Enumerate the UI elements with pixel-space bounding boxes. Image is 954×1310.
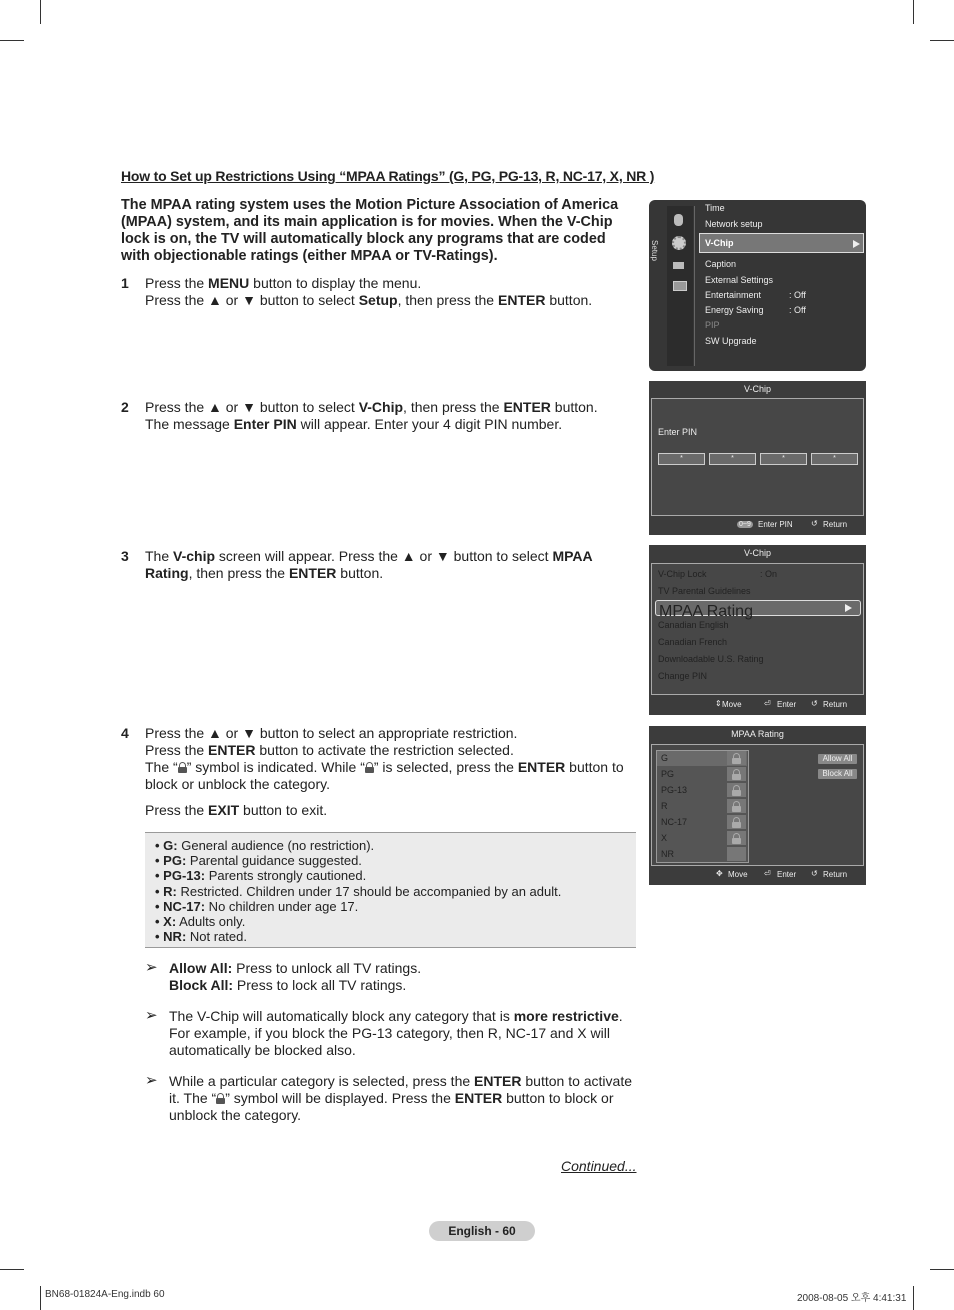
arrow-right-icon xyxy=(853,240,860,248)
return-icon: ↺ xyxy=(811,869,818,878)
pin-digit-2[interactable]: * xyxy=(709,453,756,465)
rating-row-g[interactable]: G xyxy=(657,751,747,766)
rating-item: • PG: Parental guidance suggested. xyxy=(155,853,362,869)
rating-row-pg[interactable]: PG xyxy=(661,769,675,779)
rating-item: • R: Restricted. Children under 17 should be accompanied by an adult. xyxy=(155,883,562,899)
rating-row-nc17[interactable]: NC-17 xyxy=(661,817,688,827)
crop-mark xyxy=(40,1286,41,1310)
note-arrow-icon: ➢ xyxy=(145,1007,158,1024)
note-allow-block: ➢ Allow All: Press to unlock all TV ratings. Block All: Press to lock all TV ratings. xyxy=(145,959,422,993)
move-icon: ⇕ xyxy=(715,699,722,708)
step-text: Press the EXIT button to exit. xyxy=(145,802,328,818)
enter-hint: Enter xyxy=(777,700,797,709)
downloadable-rating-item[interactable]: Downloadable U.S. Rating xyxy=(658,654,764,664)
screen-title: MPAA Rating xyxy=(731,729,784,739)
step-2 xyxy=(121,399,636,433)
block-all-button[interactable]: Block All xyxy=(818,769,857,779)
crop-mark xyxy=(913,1286,914,1310)
lock-open-icon[interactable] xyxy=(727,799,746,813)
page-number-badge: English - 60 xyxy=(429,1221,535,1241)
change-pin-item[interactable]: Change PIN xyxy=(658,671,708,681)
vchip-lock-item[interactable]: V-Chip Lock xyxy=(658,569,707,579)
rating-row-pg13[interactable]: PG-13 xyxy=(661,785,688,795)
crop-mark xyxy=(40,0,41,24)
crop-mark xyxy=(930,40,954,41)
rating-item: • NR: Not rated. xyxy=(155,929,247,945)
footer-file: BN68-01824A-Eng.indb 60 xyxy=(45,1289,165,1300)
step-1 xyxy=(121,275,636,309)
return-icon: ↺ xyxy=(811,699,818,708)
entertainment-value: : Off xyxy=(789,290,806,300)
rating-item: • PG-13: Parents strongly cautioned. xyxy=(155,868,367,884)
step-number: 1 xyxy=(121,275,129,291)
crop-mark xyxy=(930,1269,954,1270)
lock-open-icon[interactable] xyxy=(727,783,746,797)
lock-open-icon[interactable] xyxy=(727,815,746,829)
return-hint: Return xyxy=(823,870,848,879)
step-3 xyxy=(121,548,636,582)
rating-item: • NC-17: No children under age 17. xyxy=(155,898,359,914)
screen-title: V-Chip xyxy=(743,548,771,558)
menu-item-entertainment[interactable]: Entertainment xyxy=(705,290,762,300)
pin-digit-3[interactable]: * xyxy=(760,453,807,465)
enter-pin-hint: Enter PIN xyxy=(758,520,793,529)
lock-empty-cell[interactable] xyxy=(727,847,746,861)
step-text: Press the ▲ or ▼ button to select V-Chip, then press the ENTER button. xyxy=(145,399,598,415)
step-4 xyxy=(121,725,636,819)
move-hint: Move xyxy=(728,870,748,879)
tv-parental-guidelines-item[interactable]: TV Parental Guidelines xyxy=(658,586,751,596)
step-number: 3 xyxy=(121,548,129,564)
section-title: How to Set up Restrictions Using “MPAA Ratings” (G, PG, PG-13, R, NC-17, X, NR ) xyxy=(121,168,655,184)
sound-icon xyxy=(673,262,684,269)
intro-paragraph: The MPAA rating system uses the Motion Picture Association of America (MPAA) system, and its main application is for movies. When the V-Chip lock is on, the TV will automatically block any programs that are coded with objectionable ratings (either MPAA or TV-Ratings). xyxy=(121,197,619,264)
note-select-category: ➢ While a particular category is selected, press the ENTER button to activate it. The “ ” symbol will be displayed. Press the ENTER button to block or unblock the category. xyxy=(145,1072,633,1123)
move-icon: ✥ xyxy=(716,869,723,878)
return-icon: ↺ xyxy=(811,519,818,528)
menu-item-energy-saving[interactable]: Energy Saving xyxy=(705,305,764,315)
lock-open-icon xyxy=(178,762,187,773)
mpaa-rating-item[interactable] xyxy=(655,600,861,620)
return-hint: Return xyxy=(823,520,848,529)
menu-item-time[interactable]: Time xyxy=(705,203,725,213)
menu-item-label: MPAA Rating xyxy=(659,603,753,620)
crop-mark xyxy=(913,0,914,24)
footer-timestamp: 2008-08-05 오후 4:41:31 xyxy=(797,1293,907,1304)
lock-open-icon[interactable] xyxy=(727,751,746,765)
rating-item: • X: Adults only. xyxy=(155,914,246,930)
key-badge: 0~9 xyxy=(739,521,751,528)
crop-mark xyxy=(0,1269,24,1270)
enter-icon: ⏎ xyxy=(764,869,771,878)
note-arrow-icon: ➢ xyxy=(145,1072,158,1089)
lock-open-icon xyxy=(365,762,374,773)
canadian-english-item[interactable]: Canadian English xyxy=(658,620,729,630)
energy-saving-value: : Off xyxy=(789,305,806,315)
gear-icon xyxy=(672,236,686,250)
menu-item-sw-upgrade[interactable]: SW Upgrade xyxy=(705,336,757,346)
setup-menu-screen xyxy=(649,200,866,371)
step-number: 2 xyxy=(121,399,129,415)
note-arrow-icon: ➢ xyxy=(145,959,158,976)
pin-prompt: Enter PIN xyxy=(658,427,698,437)
picture-icon xyxy=(673,281,687,291)
rating-item: • G: General audience (no restriction). xyxy=(155,838,375,853)
menu-divider xyxy=(694,206,695,366)
return-hint: Return xyxy=(823,700,848,709)
menu-item-network-setup[interactable]: Network setup xyxy=(705,219,763,229)
rating-row-x[interactable]: X xyxy=(661,833,668,843)
menu-item-v-chip[interactable] xyxy=(699,233,864,253)
step-text: The V-chip screen will appear. Press the ▲ or ▼ button to select MPAA Rating, then press the ENTER button. xyxy=(145,548,593,581)
side-label: Setup xyxy=(650,240,659,261)
canadian-french-item[interactable]: Canadian French xyxy=(658,637,728,647)
ratings-legend xyxy=(145,832,636,948)
step-text: The message Enter PIN will appear. Enter your 4 digit PIN number. xyxy=(145,416,563,432)
continued-label: Continued... xyxy=(561,1158,637,1174)
allow-all-button[interactable]: Allow All xyxy=(818,754,857,764)
menu-item-label: V-Chip xyxy=(705,238,734,248)
menu-item-caption[interactable]: Caption xyxy=(705,259,737,269)
enter-icon: ⏎ xyxy=(764,699,771,708)
lock-open-icon xyxy=(216,1093,225,1104)
pin-digit-1[interactable]: * xyxy=(658,453,705,465)
note-restrictive: ➢ The V-Chip will automatically block any category that is more restrictive. For example, if you block the PG-13 category, then R, NC-17 and X will automatically be blocked also. xyxy=(145,1007,623,1058)
lock-open-icon[interactable] xyxy=(727,831,746,845)
arrow-right-icon xyxy=(845,604,852,612)
pin-digit-4[interactable]: * xyxy=(811,453,858,465)
input-icon xyxy=(674,214,683,226)
step-text: Press the ENTER button to activate the restriction selected. xyxy=(145,742,514,758)
rating-row-r[interactable]: R xyxy=(661,801,668,811)
crop-mark xyxy=(0,40,24,41)
step-text: Press the ▲ or ▼ button to select an appropriate restriction. xyxy=(145,725,518,741)
step-text: The “ ” symbol is indicated. While “ ” is selected, press the ENTER button to block or unblock the category. xyxy=(145,759,624,792)
enter-hint: Enter xyxy=(777,870,797,879)
vchip-lock-value: : On xyxy=(760,569,778,579)
screen-title: V-Chip xyxy=(743,384,771,394)
rating-row-nr[interactable]: NR xyxy=(661,849,674,859)
menu-item-external-settings[interactable]: External Settings xyxy=(705,275,774,285)
step-text: Press the MENU button to display the menu. xyxy=(145,275,422,291)
lock-open-icon[interactable] xyxy=(727,767,746,781)
move-hint: Move xyxy=(722,700,742,709)
menu-item-pip: PIP xyxy=(705,320,720,330)
step-text: Press the ▲ or ▼ button to select Setup, then press the ENTER button. xyxy=(145,292,593,308)
step-number: 4 xyxy=(121,725,129,741)
